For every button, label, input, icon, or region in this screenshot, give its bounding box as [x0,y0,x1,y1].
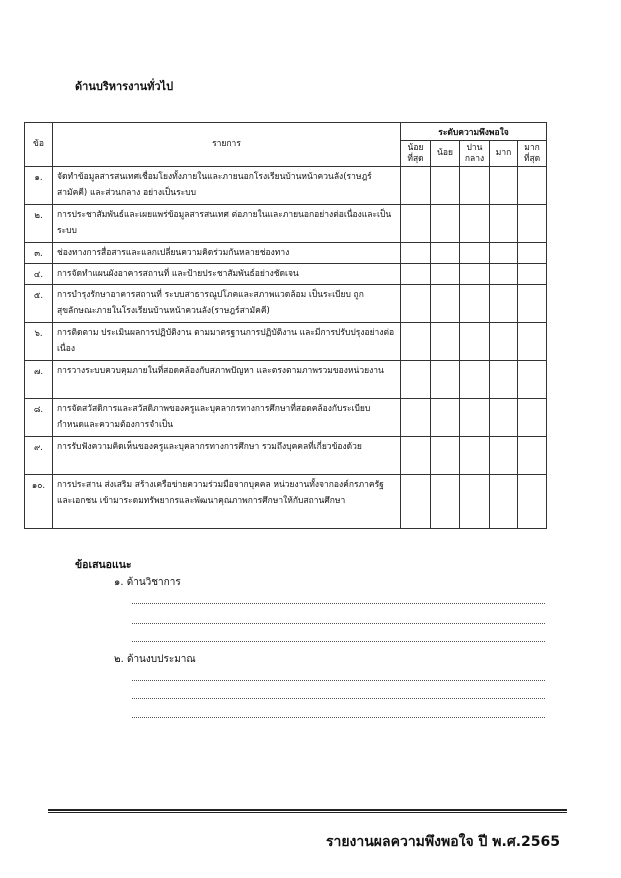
rating-cell[interactable] [518,437,547,475]
rating-cell[interactable] [490,167,518,205]
answer-line[interactable] [132,603,545,604]
level-header [460,141,490,167]
level-header [401,141,431,167]
rating-cell[interactable] [490,323,518,361]
table-row [25,475,547,529]
level-header [490,141,518,167]
rating-cell[interactable] [518,475,547,529]
rating-cell[interactable] [460,167,490,205]
rating-cell[interactable] [431,167,460,205]
rating-cell[interactable] [460,264,490,285]
rating-cell[interactable] [401,475,431,529]
rating-cell[interactable] [518,264,547,285]
satisfaction-level-header: ระดับความพึงพอใจ [401,123,547,141]
rating-cell[interactable] [490,437,518,475]
item-text: การประสาน ส่งเสริม สร้างเครือข่ายความร่วมมือจากบุคคล หน่วยงานทั้งจากองค์กรภาครัฐและเอกชน เข้ามาระดมทรัพยากรและพัฒนาคุณภาพการศึกษาให้กับสถานศึกษา [53,475,401,529]
item-text: การประชาสัมพันธ์และเผยแพร่ข้อมูลสารสนเทศ ต่อภายในและภายนอกอย่างต่อเนื่องและเป็นระบบ [53,205,401,243]
rating-cell[interactable] [431,264,460,285]
rating-cell[interactable] [401,167,431,205]
rating-cell[interactable] [490,475,518,529]
rating-cell[interactable] [401,323,431,361]
answer-line[interactable] [132,623,545,624]
rating-cell[interactable] [401,205,431,243]
table-row [25,167,547,205]
answer-line[interactable] [132,698,545,699]
rating-cell[interactable] [431,323,460,361]
suggestions-title: ข้อเสนอแนะ [75,559,132,571]
rating-cell[interactable] [518,323,547,361]
rating-cell[interactable] [460,285,490,323]
rating-cell[interactable] [460,475,490,529]
rating-cell[interactable] [431,437,460,475]
rating-cell[interactable] [460,323,490,361]
level-header-line2: ที่สุด [523,153,541,164]
academic-suggestion-label: ๑. ด้านวิชาการ [114,577,181,588]
level-header-line1: มาก [524,142,540,153]
item-number: ๗. [25,361,53,399]
rating-cell[interactable] [401,437,431,475]
rating-cell[interactable] [490,243,518,264]
rating-cell[interactable] [431,243,460,264]
satisfaction-table [24,122,547,529]
item-number: ๓. [25,243,53,264]
level-header [431,141,460,167]
answer-line[interactable] [132,717,545,718]
item-text: การรับฟังความคิดเห็นของครูและบุคลากรทางการศึกษา รวมถึงบุคคลที่เกี่ยวข้องด้วย [53,437,401,475]
item-number: ๔. [25,264,53,285]
item-number: ๙. [25,437,53,475]
rating-cell[interactable] [431,361,460,399]
level-header-line2: ที่สุด [407,153,424,164]
rating-cell[interactable] [518,167,547,205]
answer-line[interactable] [132,680,545,681]
item-number: ๕. [25,285,53,323]
table-row [25,437,547,475]
answer-line[interactable] [132,641,545,642]
rating-cell[interactable] [431,205,460,243]
rating-cell[interactable] [431,475,460,529]
rating-cell[interactable] [490,264,518,285]
level-header-line2: น้อย [437,148,453,158]
level-header-line2: กลาง [464,153,485,164]
rating-cell[interactable] [431,399,460,437]
item-number: ๑๐. [25,475,53,529]
table-row [25,205,547,243]
rating-cell[interactable] [518,243,547,264]
item-text: การจัดทำแผนผังอาคารสถานที่ และป้ายประชาสัมพันธ์อย่างชัดเจน [53,264,401,285]
rating-cell[interactable] [401,361,431,399]
rating-cell[interactable] [518,205,547,243]
column-header-no: ข้อ [25,123,53,167]
rating-cell[interactable] [490,205,518,243]
footer-title: รายงานผลความพึงพอใจ ปี พ.ศ.2565 [325,834,560,850]
level-header-line1: ปาน [466,142,483,153]
rating-cell[interactable] [460,205,490,243]
column-header-item: รายการ [53,123,401,167]
rating-cell[interactable] [490,361,518,399]
rating-cell[interactable] [401,264,431,285]
rating-cell[interactable] [518,361,547,399]
table-row [25,285,547,323]
item-text: การจัดสวัสดิการและสวัสดิภาพของครูและบุคลากรทางการศึกษาที่สอดคล้องกับระเบียบกำหนดและความต้องการจำเป็น [53,399,401,437]
rating-cell[interactable] [401,243,431,264]
section-title: ด้านบริหารงานทั่วไป [75,80,174,93]
rating-cell[interactable] [401,399,431,437]
budget-suggestion-label: ๒. ด้านงบประมาณ [114,654,196,665]
footer-divider-thin [48,812,567,813]
rating-cell[interactable] [431,285,460,323]
rating-cell[interactable] [460,399,490,437]
item-text: ช่องทางการสื่อสารและแลกเปลี่ยนความคิดร่วมกันหลายช่องทาง [53,243,401,264]
rating-cell[interactable] [518,399,547,437]
level-header-line2: มาก [495,148,512,158]
item-text: การบำรุงรักษาอาคารสถานที่ ระบบสาธารณูปโภคและสภาพแวดล้อม เป็นระเบียบ ถูกสุขลักษณะภายในโรงเรียนบ้านหน้าควนลัง(ราษฎร์สามัคคี) [53,285,401,323]
rating-cell[interactable] [460,243,490,264]
item-text: การวางระบบควบคุมภายในที่สอดคล้องกับสภาพปัญหา และตรงตามภาพรวมของหน่วยงาน [53,361,401,399]
rating-cell[interactable] [490,285,518,323]
rating-cell[interactable] [490,399,518,437]
rating-cell[interactable] [401,285,431,323]
rating-cell[interactable] [460,437,490,475]
item-number: ๖. [25,323,53,361]
item-number: ๘. [25,399,53,437]
level-header-line1: น้อย [407,142,424,153]
table-row [25,361,547,399]
table-row [25,264,547,285]
table-row [25,243,547,264]
item-text: การติดตาม ประเมินผลการปฏิบัติงาน ตามมาตรฐานการปฏิบัติงาน และมีการปรับปรุงอย่างต่อเนื่อง [53,323,401,361]
item-number: ๒. [25,205,53,243]
footer-divider [48,809,567,811]
item-number: ๑. [25,167,53,205]
rating-cell[interactable] [460,361,490,399]
table-row [25,399,547,437]
table-row [25,323,547,361]
rating-cell[interactable] [518,285,547,323]
level-header [518,141,547,167]
item-text: จัดทำข้อมูลสารสนเทศเชื่อมโยงทั้งภายในและภายนอกโรงเรียนบ้านหน้าควนลัง(ราษฎร์สามัคคี) และส่วนกลาง อย่างเป็นระบบ [53,167,401,205]
